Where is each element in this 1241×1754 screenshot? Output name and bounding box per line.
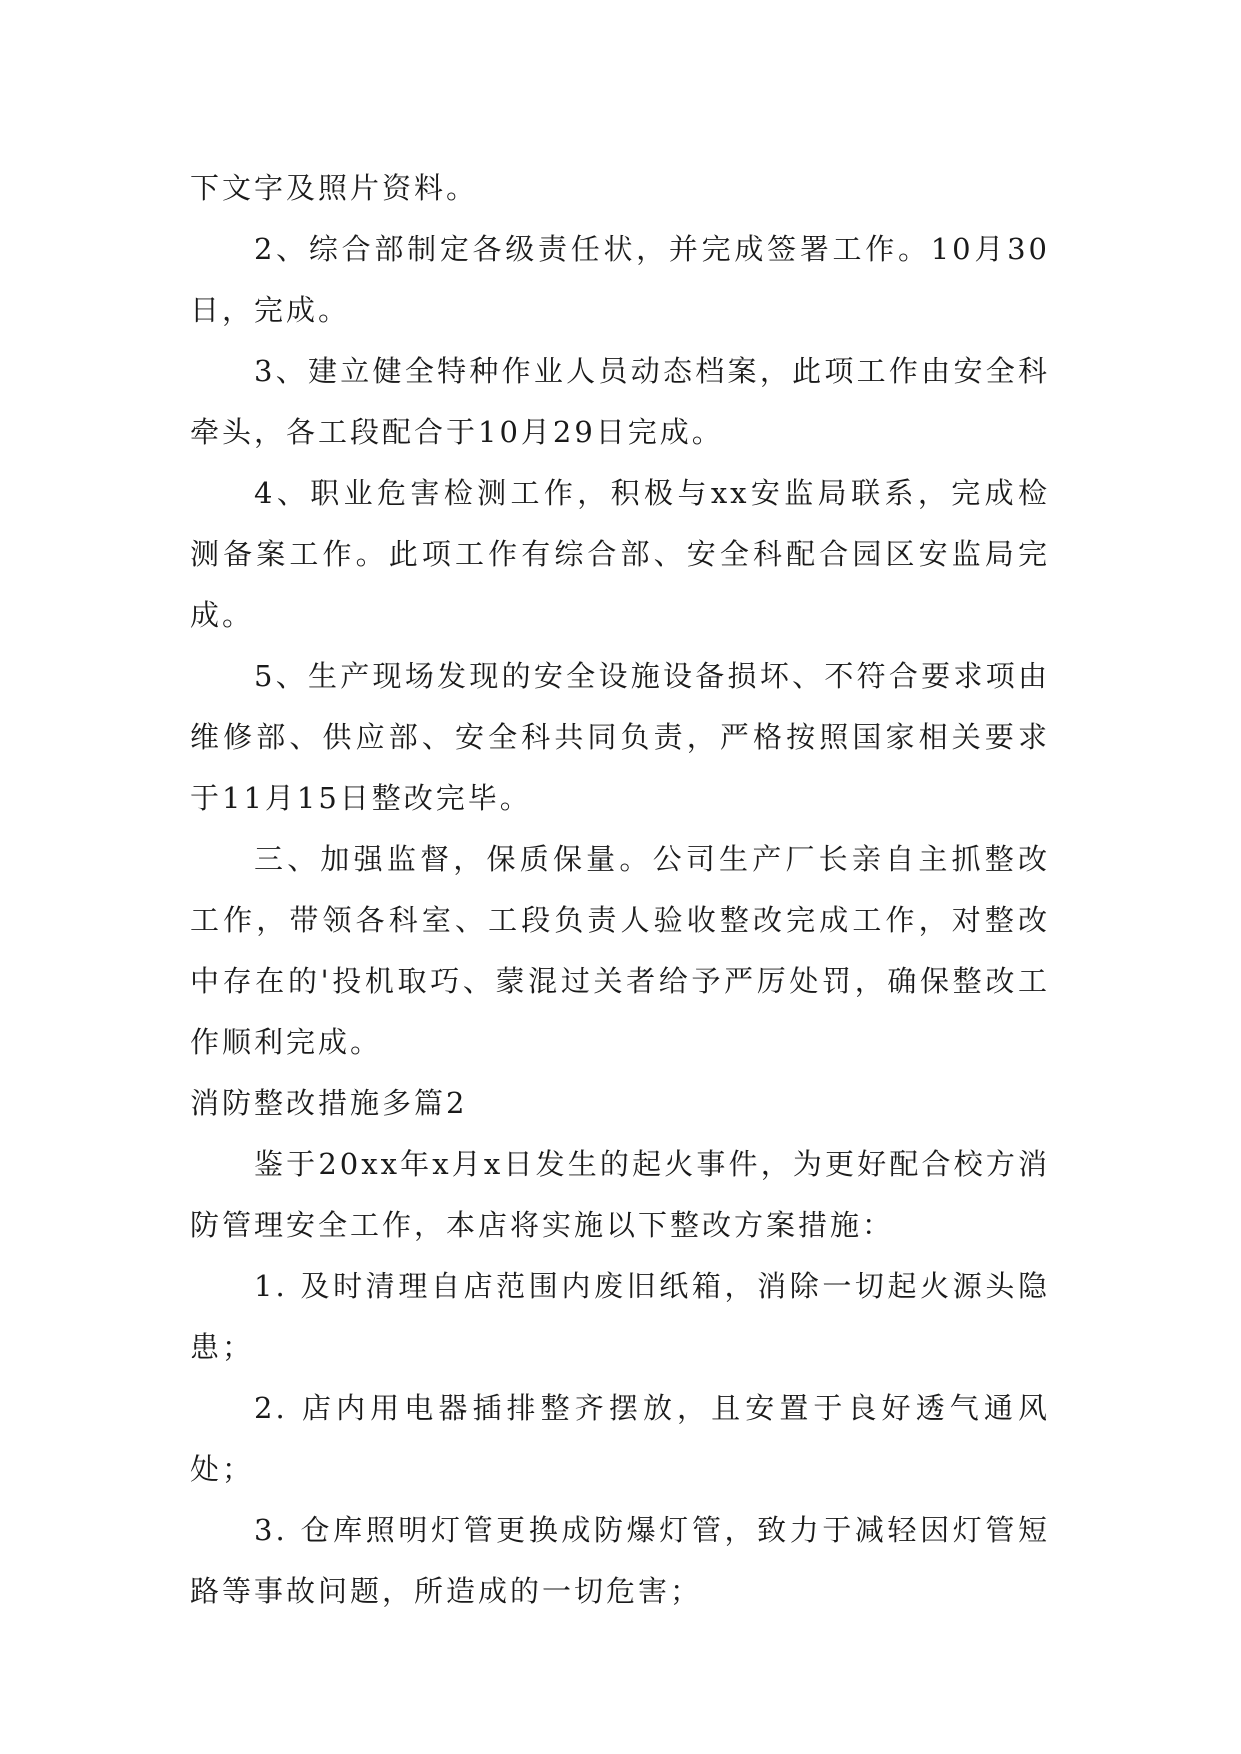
paragraph-item-3: 3、建立健全特种作业人员动态档案，此项工作由安全科牵头，各工段配合于10月29日完成。 xyxy=(190,354,1050,449)
section-heading: 消防整改措施多篇2 xyxy=(190,1086,468,1120)
measure-item-1: 1. 及时清理自店范围内废旧纸箱，消除一切起火源头隐患； xyxy=(190,1269,1050,1364)
paragraph-item-4: 4、职业危害检测工作，积极与xx安监局联系，完成检测备案工作。此项工作有综合部、安全科配合园区安监局完成。 xyxy=(190,476,1050,632)
paragraph-continuation: 下文字及照片资料。 xyxy=(190,171,479,205)
measure-item-3: 3. 仓库照明灯管更换成防爆灯管，致力于减轻因灯管短路等事故问题，所造成的一切危害； xyxy=(190,1513,1050,1608)
document-body xyxy=(190,158,1050,1622)
paragraph-item-5: 5、生产现场发现的安全设施设备损坏、不符合要求项由维修部、供应部、安全科共同负责，严格按照国家相关要求于11月15日整改完毕。 xyxy=(190,659,1050,815)
paragraph-intro: 鉴于20xx年x月x日发生的起火事件，为更好配合校方消防管理安全工作，本店将实施以下整改方案措施： xyxy=(190,1147,1050,1242)
paragraph-item-2: 2、综合部制定各级责任状，并完成签署工作。10月30日，完成。 xyxy=(190,232,1050,327)
measure-item-2: 2. 店内用电器插排整齐摆放，且安置于良好透气通风处； xyxy=(190,1391,1050,1486)
paragraph-section-3: 三、加强监督，保质保量。公司生产厂长亲自主抓整改工作，带领各科室、工段负责人验收整改完成工作，对整改中存在的'投机取巧、蒙混过关者给予严厉处罚，确保整改工作顺利完成。 xyxy=(190,842,1050,1059)
